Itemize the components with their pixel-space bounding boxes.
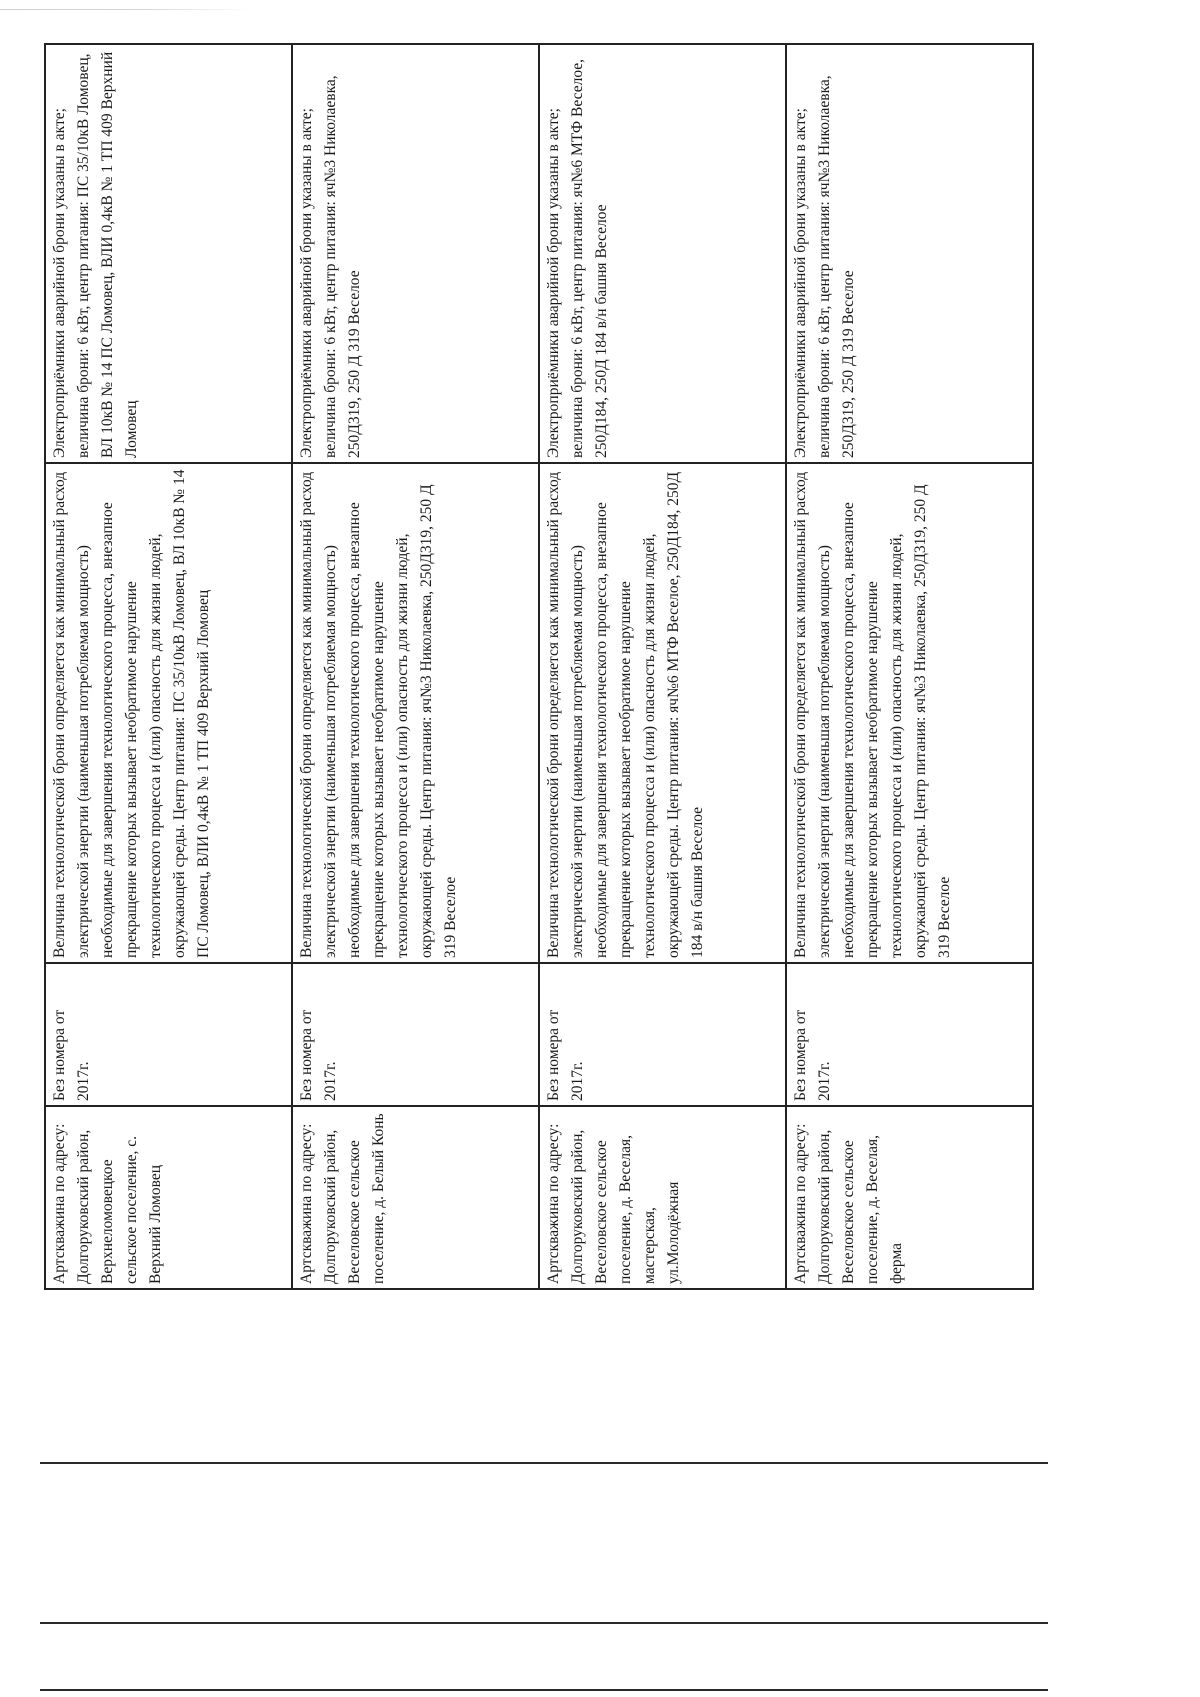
emergency-reserve-cell: Электроприёмники аварийной брони указаны в акте; величина брони: 6 кВт, центр питания: яч№6 МТФ Веселое, 250Д184, 250Д 184 в/н башня Веселое (539, 44, 786, 463)
tech-reserve-cell: Величина технологической брони определяется как минимальный расход электрической энергии (наименьшая потребляемая мощность) необходимые для завершения технологического процесса, внезапное прекращение которых вызывает необратимое нарушение технологического процесса и (или) опасность для жизни людей, окружающей среды. Центр питания: яч№3 Николаевка, 250Д319, 250 Д 319 Веселое (786, 463, 1033, 963)
object-cell: Артскважина по адресу: Долгоруковский район, Веселовское сельское поселение, д. Веселая, мастерская, ул.Молодёжная (539, 1106, 786, 1289)
horizontal-rule (40, 1462, 1048, 1464)
horizontal-rule (40, 1689, 1048, 1691)
rotated-table-container (44, 45, 1034, 1290)
emergency-reserve-cell: Электроприёмники аварийной брони указаны в акте; величина брони: 6 кВт, центр питания: яч№3 Николаевка, 250Д319, 250 Д 319 Веселое (292, 44, 539, 463)
act-cell: Без номера от 2017г. (45, 963, 292, 1106)
emergency-reserve-cell: Электроприёмники аварийной брони указаны в акте; величина брони: 6 кВт, центр питания: ПС 35/10кВ Ломовец, ВЛ 10кВ № 14 ПС Ломовец, ВЛИ 0,4кВ № 1 ТП 409 Верхний Ломовец (45, 44, 292, 463)
act-cell: Без номера от 2017г. (539, 963, 786, 1106)
reserve-table (44, 43, 1034, 1290)
table-row (539, 44, 786, 1289)
object-cell: Артскважина по адресу: Долгоруковский район, Верхнеломовецкое сельское поселение, с. Верхний Ломовец (45, 1106, 292, 1289)
table-row (786, 44, 1033, 1289)
object-cell: Артскважина по адресу: Долгоруковский район, Веселовское сельское поселение, д. Веселая, ферма (786, 1106, 1033, 1289)
scan-edge-line (0, 9, 250, 10)
emergency-reserve-cell: Электроприёмники аварийной брони указаны в акте; величина брони: 6 кВт, центр питания: яч№3 Николаевка, 250Д319, 250 Д 319 Веселое (786, 44, 1033, 463)
table-row (45, 44, 292, 1289)
tech-reserve-cell: Величина технологической брони определяется как минимальный расход электрической энергии (наименьшая потребляемая мощность) необходимые для завершения технологического процесса, внезапное прекращение которых вызывает необратимое нарушение технологического процесса и (или) опасность для жизни людей, окружающей среды. Центр питания: ПС 35/10кВ Ломовец, ВЛ 10кВ № 14 ПС Ломовец, ВЛИ 0,4кВ № 1 ТП 409 Верхний Ломовец (45, 463, 292, 963)
tech-reserve-cell: Величина технологической брони определяется как минимальный расход электрической энергии (наименьшая потребляемая мощность) необходимые для завершения технологического процесса, внезапное прекращение которых вызывает необратимое нарушение технологического процесса и (или) опасность для жизни людей, окружающей среды. Центр питания: яч№6 МТФ Веселое, 250Д184, 250Д 184 в/н башня Веселое (539, 463, 786, 963)
act-cell: Без номера от 2017г. (292, 963, 539, 1106)
object-cell: Артскважина по адресу: Долгоруковский район, Веселовское сельское поселение, д. Белый Конь (292, 1106, 539, 1289)
act-cell: Без номера от 2017г. (786, 963, 1033, 1106)
tech-reserve-cell: Величина технологической брони определяется как минимальный расход электрической энергии (наименьшая потребляемая мощность) необходимые для завершения технологического процесса, внезапное прекращение которых вызывает необратимое нарушение технологического процесса и (или) опасность для жизни людей, окружающей среды. Центр питания: яч№3 Николаевка, 250Д319, 250 Д 319 Веселое (292, 463, 539, 963)
horizontal-rule (40, 1622, 1048, 1624)
table-row (292, 44, 539, 1289)
